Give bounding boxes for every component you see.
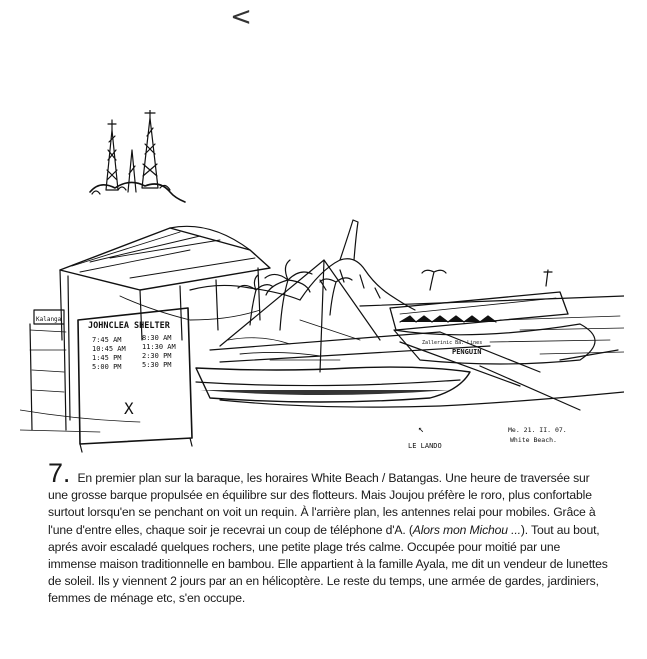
caption-text-part1: En premier plan sur la baraque, les horaires White Beach / Batangas. Une heure de traversée sur une grosse barque propulsée en équilibre sur des flotteurs. Mais Joujou préfère le roro, plus confortable surtout lorsqu'en se penchant on voit un requin. À l'arrière plan, les antennes relai pour mobiles. Grâce à l'une d'entre elles, chaque soir je recevrai un coup de téléphone d'A. ( [48, 471, 596, 537]
arrow-mark: ↖ [418, 424, 425, 435]
boat-tagline: Zallerinic Ba. Lines [422, 340, 483, 346]
palm-trees [238, 260, 446, 330]
label-lando: LE LANDO [408, 442, 442, 450]
caption-paragraph [48, 458, 608, 608]
boat-name: PENGUIN [452, 348, 482, 356]
caption-number: 7. [48, 458, 71, 488]
caption-text-italic: Alors mon Michou ... [412, 522, 521, 537]
schedule-left-3: 5:00 PM [92, 363, 122, 371]
schedule-right-3: 5:30 PM [142, 361, 172, 369]
schedule-left-2: 1:45 PM [92, 354, 122, 362]
chevron-left-icon: < [230, 2, 252, 32]
place-note: White Beach. [510, 436, 557, 444]
back-button[interactable] [226, 2, 256, 32]
outrigger-boat [196, 260, 540, 402]
sign-title: JOHNCLEA SHELTER [88, 321, 170, 331]
schedule-sign [78, 308, 192, 452]
sketch-notes [408, 424, 567, 450]
sign-mark: X [124, 399, 134, 418]
beach-sketch-illustration [20, 110, 624, 455]
schedule-left-1: 10:45 AM [92, 345, 126, 353]
schedule-left-0: 7:45 AM [92, 336, 122, 344]
hills [190, 220, 415, 310]
schedule-right-2: 2:30 PM [142, 352, 172, 360]
schedule-right-1: 11:30 AM [142, 343, 176, 351]
date-note: Me. 21. II. 07. [508, 426, 567, 434]
schedule-right-0: 8:30 AM [142, 334, 172, 342]
ferry-boat [390, 270, 618, 410]
shelter-sign-text: Kalanga [36, 316, 62, 323]
caption-text-part2: ). Tout au bout, aprés avoir escaladé quelques rochers, une petite plage trés calme. Occupée pour moitié par une immense maison traditionnelle en bambou. Elle appartient à la famille Ayala, me dit un vendeur de lunettes de soleil. Ils y viennent 2 jours par an en hélicoptère. Le reste du temps, une armée de gardes, jardiniers, femmes de ménage etc, s'en occupe. [48, 522, 608, 606]
antenna-towers [90, 110, 185, 202]
